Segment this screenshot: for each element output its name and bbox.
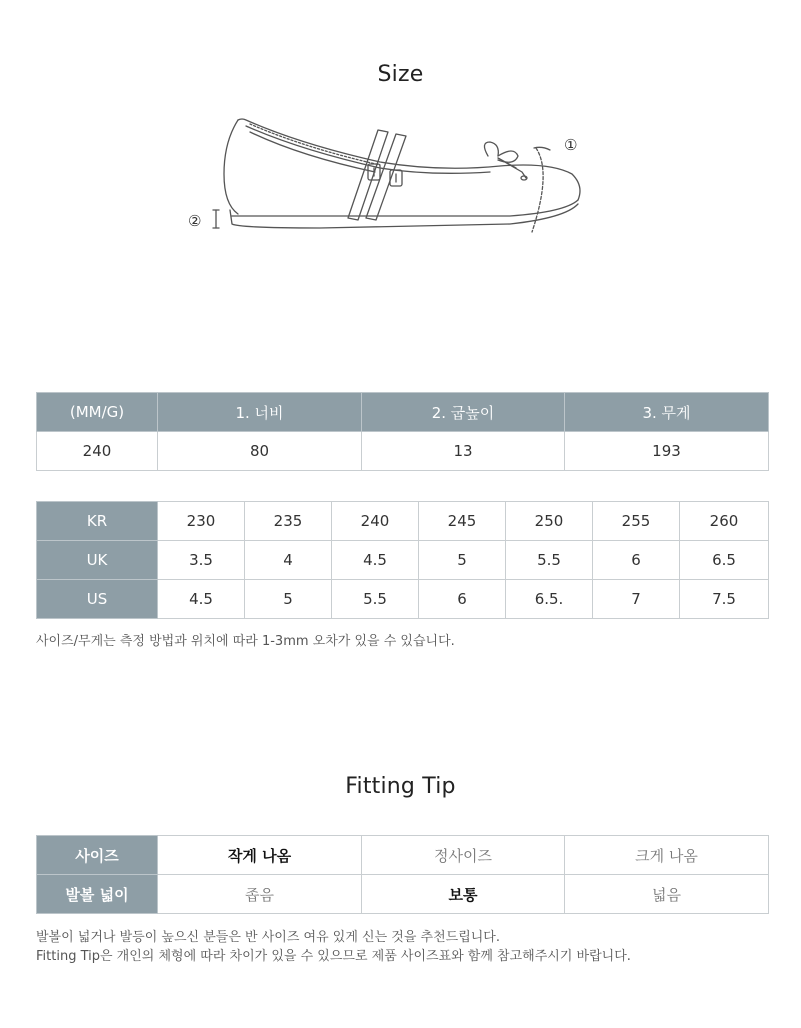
spec-header-width: 1. 너비 bbox=[158, 393, 362, 432]
size-cell: 4.5 bbox=[332, 541, 419, 580]
size-row-kr bbox=[37, 502, 769, 541]
size-cell: 240 bbox=[332, 502, 419, 541]
fitting-note-line: 발볼이 넓거나 발등이 높으신 분들은 반 사이즈 여유 있게 신는 것을 추천드립니다. bbox=[36, 930, 501, 945]
fit-option-large: 크게 나옴 bbox=[565, 836, 769, 875]
size-row-label: UK bbox=[37, 541, 158, 580]
size-cell: 245 bbox=[419, 502, 506, 541]
size-row-label: KR bbox=[37, 502, 158, 541]
size-cell: 4 bbox=[245, 541, 332, 580]
spec-table bbox=[36, 392, 769, 471]
fit-row-width bbox=[37, 875, 769, 914]
fitting-notes bbox=[36, 928, 631, 966]
fit-option-normal-selected: 보통 bbox=[362, 875, 565, 914]
size-cell: 250 bbox=[506, 502, 593, 541]
size-cell: 7 bbox=[593, 580, 680, 619]
fitting-note-line: Fitting Tip은 개인의 체형에 따라 차이가 있을 수 있으므로 제품 사이즈표와 함께 참고해주시기 바랍니다. bbox=[36, 949, 631, 964]
fit-row-label: 사이즈 bbox=[37, 836, 158, 875]
spec-heel-value: 13 bbox=[362, 432, 565, 471]
spec-weight-value: 193 bbox=[565, 432, 769, 471]
size-cell: 5 bbox=[245, 580, 332, 619]
shoe-illustration bbox=[180, 112, 600, 242]
size-title: Size bbox=[377, 62, 424, 87]
size-cell: 3.5 bbox=[158, 541, 245, 580]
fit-row-label: 발볼 넓이 bbox=[37, 875, 158, 914]
size-cell: 6 bbox=[419, 580, 506, 619]
shoe-size-diagram bbox=[180, 112, 600, 242]
spec-width-value: 80 bbox=[158, 432, 362, 471]
fitting-tip-table bbox=[36, 835, 769, 914]
spec-header-weight: 3. 무게 bbox=[565, 393, 769, 432]
size-row-label: US bbox=[37, 580, 158, 619]
spec-header-heel: 2. 굽높이 bbox=[362, 393, 565, 432]
fitting-tip-title: Fitting Tip bbox=[345, 774, 456, 799]
fit-option-small-selected: 작게 나옴 bbox=[158, 836, 362, 875]
size-cell: 4.5 bbox=[158, 580, 245, 619]
fit-option-wide: 넓음 bbox=[565, 875, 769, 914]
size-cell: 260 bbox=[680, 502, 769, 541]
spec-size-value: 240 bbox=[37, 432, 158, 471]
size-cell: 230 bbox=[158, 502, 245, 541]
size-cell: 235 bbox=[245, 502, 332, 541]
size-cell: 5.5 bbox=[506, 541, 593, 580]
size-cell: 6 bbox=[593, 541, 680, 580]
size-conversion-table bbox=[36, 501, 769, 619]
fit-option-true-size: 정사이즈 bbox=[362, 836, 565, 875]
size-cell: 255 bbox=[593, 502, 680, 541]
spec-value-row bbox=[37, 432, 769, 471]
fit-option-narrow: 좁음 bbox=[158, 875, 362, 914]
marker-width-label: ① bbox=[564, 136, 578, 154]
size-cell: 5.5 bbox=[332, 580, 419, 619]
size-cell: 5 bbox=[419, 541, 506, 580]
size-row-uk bbox=[37, 541, 769, 580]
fit-row-size bbox=[37, 836, 769, 875]
size-cell: 6.5. bbox=[506, 580, 593, 619]
spec-header-row bbox=[37, 393, 769, 432]
size-tolerance-note: 사이즈/무게는 측정 방법과 위치에 따라 1-3mm 오차가 있을 수 있습니다. bbox=[36, 634, 455, 649]
size-row-us bbox=[37, 580, 769, 619]
size-cell: 6.5 bbox=[680, 541, 769, 580]
size-cell: 7.5 bbox=[680, 580, 769, 619]
marker-heel-label: ② bbox=[188, 212, 202, 230]
spec-header-unit: (MM/G) bbox=[37, 393, 158, 432]
